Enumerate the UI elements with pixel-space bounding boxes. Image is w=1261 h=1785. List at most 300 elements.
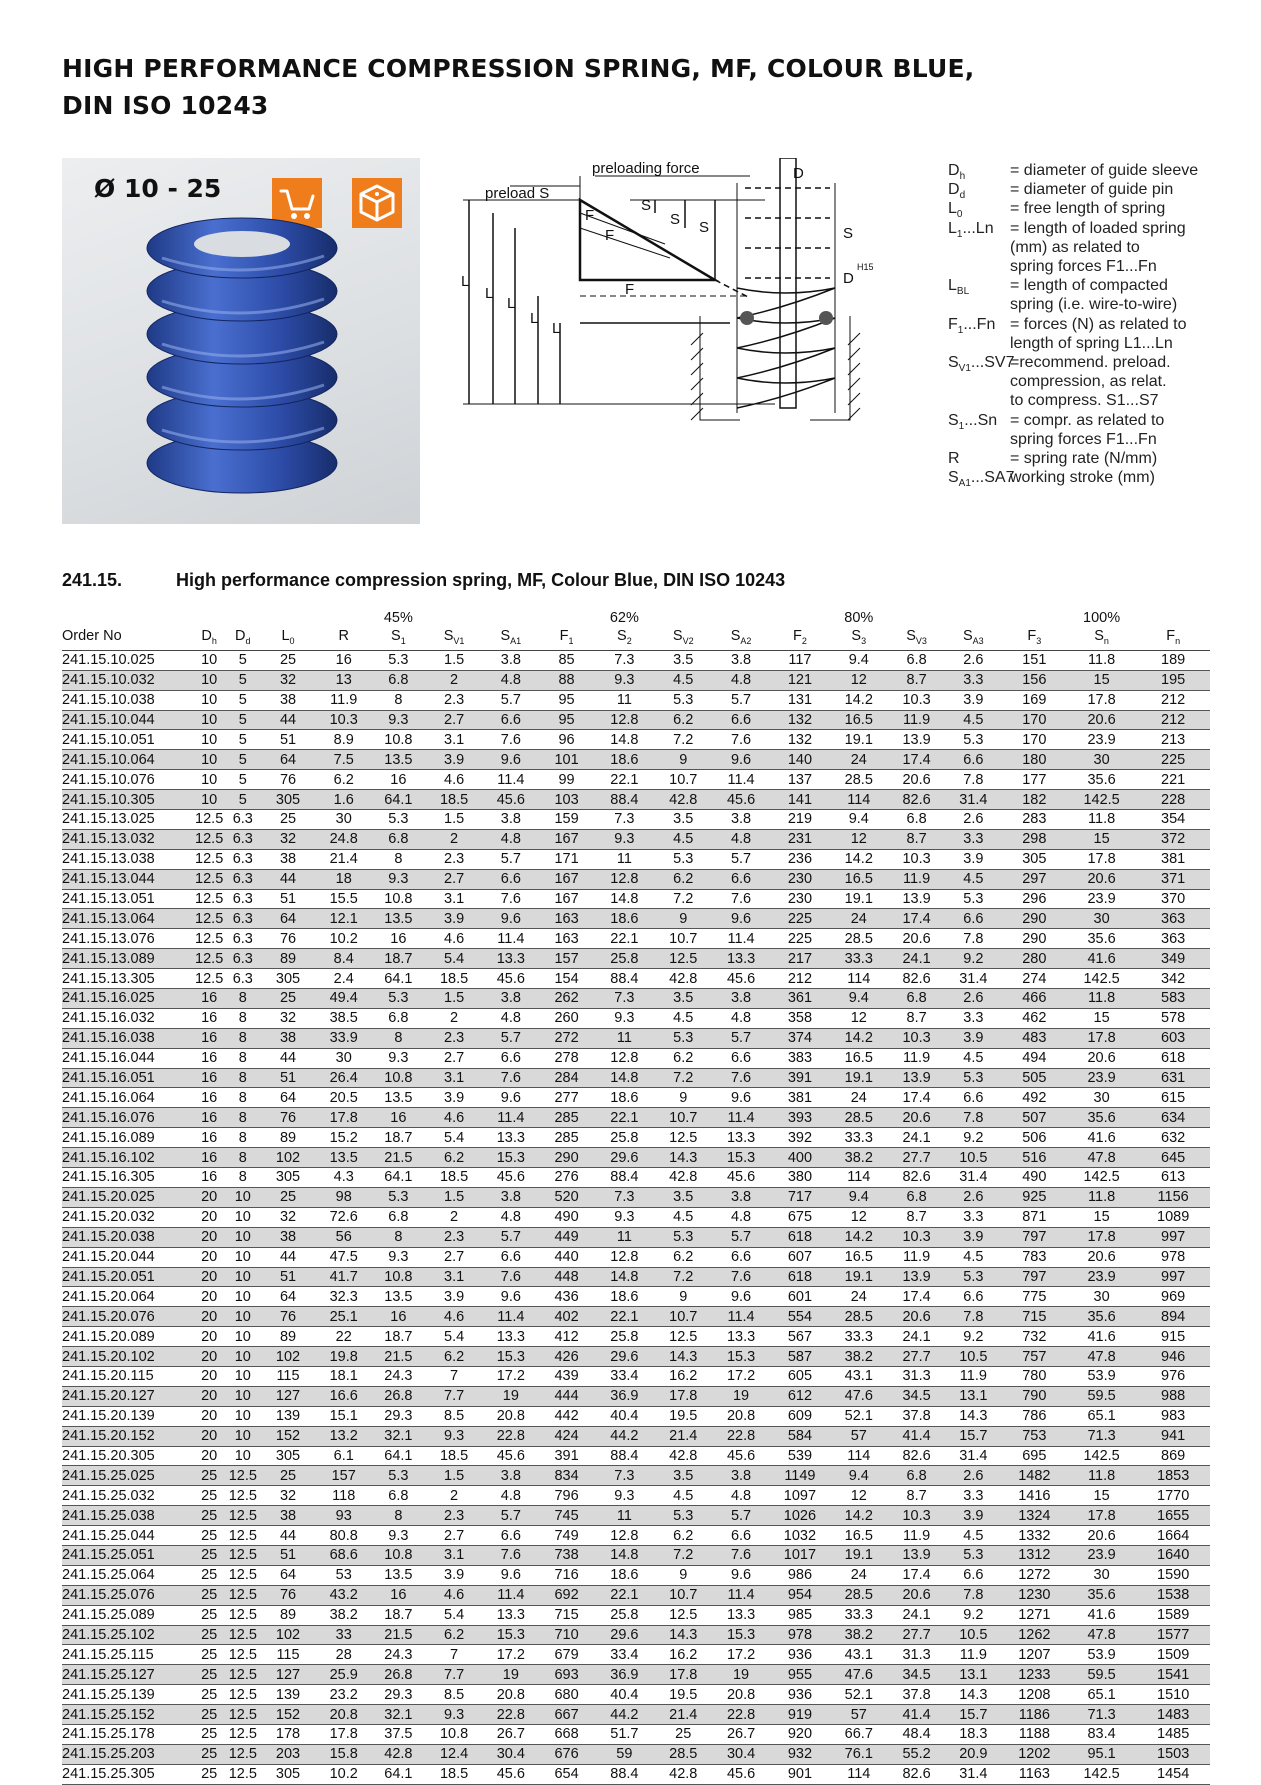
table-cell: 6.3 <box>226 909 260 929</box>
legend-row <box>948 468 1198 490</box>
f1-label: F <box>585 207 595 224</box>
column-header: $F_2$ <box>770 627 829 650</box>
table-cell: 11.4 <box>482 1108 539 1128</box>
table-cell: 492 <box>1002 1088 1067 1108</box>
table-cell: 13.5 <box>371 750 426 770</box>
table-cell: 9.6 <box>712 1088 771 1108</box>
table-row <box>62 989 1210 1009</box>
table-cell: 18.5 <box>426 969 483 989</box>
table-cell: 18.6 <box>594 1287 655 1307</box>
table-cell: 25 <box>260 1466 317 1486</box>
table-cell: 19.1 <box>829 1545 888 1565</box>
table-cell: 936 <box>770 1685 829 1705</box>
table-cell: 16.5 <box>829 869 888 889</box>
table-cell: 89 <box>260 1605 317 1625</box>
table-cell: 1454 <box>1136 1764 1210 1784</box>
table-cell: 3.9 <box>426 1565 483 1585</box>
table-cell: 26.8 <box>371 1665 426 1685</box>
table-cell: 1577 <box>1136 1625 1210 1645</box>
table-cell: 28.5 <box>829 1307 888 1327</box>
table-cell: 7.7 <box>426 1665 483 1685</box>
sn-label: S <box>699 219 710 236</box>
column-header: $D_h$ <box>192 627 226 650</box>
table-cell: 11.8 <box>1067 650 1136 670</box>
column-header: $S_{A1}$ <box>482 627 539 650</box>
legend-row <box>948 161 1199 183</box>
table-cell: 10 <box>226 1406 260 1426</box>
table-cell: 1149 <box>770 1466 829 1486</box>
table-cell: 2.3 <box>426 1506 483 1526</box>
table-cell: 33.3 <box>829 1327 888 1347</box>
order-number-cell: 241.15.10.051 <box>62 730 192 750</box>
table-cell: 19.5 <box>655 1406 712 1426</box>
table-cell: 26.7 <box>482 1724 539 1744</box>
table-cell: 19.5 <box>655 1685 712 1705</box>
table-cell: 88.4 <box>594 969 655 989</box>
table-cell: 14.8 <box>594 1068 655 1088</box>
table-cell: 6.6 <box>945 1088 1002 1108</box>
table-cell: 567 <box>770 1327 829 1347</box>
table-cell: 1230 <box>1002 1585 1067 1605</box>
table-cell: 16 <box>371 1585 426 1605</box>
table-cell: 654 <box>539 1764 594 1784</box>
table-cell: 12 <box>829 829 888 849</box>
table-cell: 12.5 <box>226 1565 260 1585</box>
table-cell: 7.6 <box>482 889 539 909</box>
table-cell: 1.5 <box>426 989 483 1009</box>
table-cell: 14.3 <box>945 1685 1002 1705</box>
table-cell: 51 <box>260 1267 317 1287</box>
table-cell: 4.5 <box>655 1008 712 1028</box>
table-cell: 19.1 <box>829 1267 888 1287</box>
table-cell: 5.3 <box>945 1545 1002 1565</box>
table-row <box>62 1128 1210 1148</box>
table-cell: 18.5 <box>426 1764 483 1784</box>
table-cell: 1541 <box>1136 1665 1210 1685</box>
table-cell: 8.7 <box>888 1008 945 1028</box>
legend-description: = free length of spring <box>1010 200 1166 218</box>
order-number-cell: 241.15.25.025 <box>62 1466 192 1486</box>
table-cell: 3.5 <box>655 1466 712 1486</box>
legend-symbol: $L_1...Ln$ <box>948 219 994 240</box>
table-cell: 392 <box>770 1128 829 1148</box>
order-number-cell: 241.15.13.025 <box>62 810 192 830</box>
table-cell: 587 <box>770 1347 829 1367</box>
order-number-cell: 241.15.13.038 <box>62 849 192 869</box>
table-cell: 955 <box>770 1665 829 1685</box>
table-cell: 25.8 <box>594 1605 655 1625</box>
table-cell: 290 <box>1002 929 1067 949</box>
order-number-cell: 241.15.10.044 <box>62 710 192 730</box>
table-cell: 1262 <box>1002 1625 1067 1645</box>
table-cell: 2.6 <box>945 1187 1002 1207</box>
column-header: $F_1$ <box>539 627 594 650</box>
table-row <box>62 1446 1210 1466</box>
table-row <box>62 690 1210 710</box>
table-cell: 609 <box>770 1406 829 1426</box>
order-number-cell: 241.15.20.038 <box>62 1227 192 1247</box>
column-header: $S_3$ <box>829 627 888 650</box>
table-cell: 20 <box>192 1406 226 1426</box>
table-cell: 139 <box>260 1406 317 1426</box>
percent-header-empty <box>426 609 483 627</box>
table-cell: 10 <box>226 1247 260 1267</box>
table-row <box>62 1108 1210 1128</box>
table-cell: 15.3 <box>712 1148 771 1168</box>
table-cell: 9.3 <box>594 829 655 849</box>
table-cell: 16 <box>192 1028 226 1048</box>
table-cell: 272 <box>539 1028 594 1048</box>
blue-spring-image <box>62 158 420 524</box>
table-cell: 6.3 <box>226 889 260 909</box>
table-cell: 17.2 <box>712 1645 771 1665</box>
table-row <box>62 650 1210 670</box>
sa-label: S <box>843 225 854 242</box>
table-cell: 152 <box>260 1426 317 1446</box>
table-cell: 38.5 <box>316 1008 371 1028</box>
table-cell: 13.3 <box>482 1327 539 1347</box>
table-cell: 6.2 <box>655 1247 712 1267</box>
table-cell: 22.1 <box>594 1307 655 1327</box>
percent-header-empty <box>62 609 192 627</box>
s1-label: S <box>641 197 652 214</box>
table-cell: 21.4 <box>655 1705 712 1725</box>
table-cell: 13.5 <box>371 909 426 929</box>
table-cell: 19 <box>712 1386 771 1406</box>
table-cell: 6.6 <box>945 909 1002 929</box>
table-cell: 1272 <box>1002 1565 1067 1585</box>
table-cell: 13.3 <box>482 1605 539 1625</box>
table-cell: 18.5 <box>426 1446 483 1466</box>
table-cell: 298 <box>1002 829 1067 849</box>
table-cell: 342 <box>1136 969 1210 989</box>
table-cell: 632 <box>1136 1128 1210 1148</box>
table-cell: 14.3 <box>655 1347 712 1367</box>
table-cell: 7.6 <box>712 730 771 750</box>
table-cell: 1655 <box>1136 1506 1210 1526</box>
table-cell: 96 <box>539 730 594 750</box>
table-cell: 20 <box>192 1327 226 1347</box>
table-cell: 371 <box>1136 869 1210 889</box>
table-cell: 16 <box>371 1307 426 1327</box>
table-cell: 30 <box>1067 909 1136 929</box>
table-cell: 21.5 <box>371 1347 426 1367</box>
order-number-cell: 241.15.20.032 <box>62 1207 192 1227</box>
column-header: $S_{V3}$ <box>888 627 945 650</box>
table-cell: 305 <box>260 1168 317 1188</box>
table-cell: 5.3 <box>945 1267 1002 1287</box>
table-cell: 12.5 <box>226 1764 260 1784</box>
order-number-cell: 241.15.16.038 <box>62 1028 192 1048</box>
table-cell: 946 <box>1136 1347 1210 1367</box>
table-cell: 6.6 <box>712 710 771 730</box>
table-cell: 6.8 <box>888 1466 945 1486</box>
h15-label: H15 <box>857 262 874 272</box>
table-cell: 919 <box>770 1705 829 1725</box>
table-cell: 33 <box>316 1625 371 1645</box>
table-cell: 5.3 <box>945 1068 1002 1088</box>
table-cell: 25 <box>192 1486 226 1506</box>
table-cell: 10.2 <box>316 1764 371 1784</box>
table-cell: 11.8 <box>1067 989 1136 1009</box>
percent-header-empty <box>945 609 1002 627</box>
table-cell: 7.6 <box>712 1545 771 1565</box>
table-cell: 16 <box>192 1168 226 1188</box>
table-cell: 66.7 <box>829 1724 888 1744</box>
table-cell: 9.2 <box>945 1327 1002 1347</box>
order-number-cell: 241.15.20.139 <box>62 1406 192 1426</box>
order-number-cell: 241.15.13.044 <box>62 869 192 889</box>
table-cell: 796 <box>539 1486 594 1506</box>
table-cell: 6.3 <box>226 849 260 869</box>
table-cell: 182 <box>1002 790 1067 810</box>
table-cell: 41.4 <box>888 1705 945 1725</box>
table-cell: 38 <box>260 1506 317 1526</box>
table-cell: 16 <box>371 929 426 949</box>
table-cell: 5.7 <box>712 1028 771 1048</box>
table-cell: 10 <box>192 710 226 730</box>
table-cell: 894 <box>1136 1307 1210 1327</box>
table-cell: 93 <box>316 1506 371 1526</box>
percent-header: 80% <box>844 610 874 626</box>
table-cell: 9.4 <box>829 650 888 670</box>
legend-description: =recommend. preload. compression, as relat. to compress. S1...S7 <box>1010 354 1171 410</box>
table-cell: 349 <box>1136 949 1210 969</box>
table-cell: 13.9 <box>888 1545 945 1565</box>
table-cell: 16 <box>371 1108 426 1128</box>
title-line-1: HIGH PERFORMANCE COMPRESSION SPRING, MF, COLOUR BLUE, <box>62 54 975 83</box>
table-cell: 4.5 <box>945 1247 1002 1267</box>
fn-label: F <box>625 281 635 298</box>
order-number-cell: 241.15.10.064 <box>62 750 192 770</box>
table-cell: 169 <box>1002 690 1067 710</box>
table-cell: 18.6 <box>594 1565 655 1585</box>
order-number-cell: 241.15.20.025 <box>62 1187 192 1207</box>
table-cell: 20.6 <box>888 1307 945 1327</box>
table-cell: 59 <box>594 1744 655 1764</box>
table-cell: 18.1 <box>316 1366 371 1386</box>
table-cell: 47.8 <box>1067 1148 1136 1168</box>
table-cell: 3.1 <box>426 1545 483 1565</box>
table-cell: 1312 <box>1002 1545 1067 1565</box>
table-cell: 68.6 <box>316 1545 371 1565</box>
table-cell: 25.8 <box>594 1128 655 1148</box>
table-cell: 5.7 <box>482 849 539 869</box>
table-cell: 797 <box>1002 1227 1067 1247</box>
table-cell: 5 <box>226 650 260 670</box>
table-cell: 7.6 <box>482 1545 539 1565</box>
table-cell: 4.8 <box>482 1207 539 1227</box>
table-cell: 10.5 <box>945 1347 1002 1367</box>
table-cell: 305 <box>260 969 317 989</box>
table-cell: 10.3 <box>888 849 945 869</box>
table-cell: 645 <box>1136 1148 1210 1168</box>
table-cell: 11.9 <box>945 1645 1002 1665</box>
table-cell: 131 <box>770 690 829 710</box>
table-cell: 260 <box>539 1008 594 1028</box>
table-cell: 20 <box>192 1207 226 1227</box>
table-cell: 8.4 <box>316 949 371 969</box>
table-cell: 507 <box>1002 1108 1067 1128</box>
table-row <box>62 1168 1210 1188</box>
table-cell: 71.3 <box>1067 1426 1136 1446</box>
table-cell: 83.4 <box>1067 1724 1136 1744</box>
table-cell: 6.2 <box>316 770 371 790</box>
table-cell: 30 <box>1067 1287 1136 1307</box>
table-cell: 24.1 <box>888 1128 945 1148</box>
table-cell: 34.5 <box>888 1386 945 1406</box>
table-cell: 370 <box>1136 889 1210 909</box>
table-cell: 114 <box>829 1446 888 1466</box>
table-cell: 18.7 <box>371 1128 426 1148</box>
table-row <box>62 1088 1210 1108</box>
table-cell: 280 <box>1002 949 1067 969</box>
table-cell: 9.3 <box>594 1008 655 1028</box>
table-cell: 26.8 <box>371 1386 426 1406</box>
table-cell: 3.1 <box>426 1068 483 1088</box>
table-cell: 28.5 <box>829 770 888 790</box>
legend-row <box>948 353 1198 411</box>
table-cell: 10.7 <box>655 1108 712 1128</box>
table-cell: 402 <box>539 1307 594 1327</box>
table-cell: 3.8 <box>482 989 539 1009</box>
table-cell: 14.2 <box>829 690 888 710</box>
table-cell: 296 <box>1002 889 1067 909</box>
table-cell: 358 <box>770 1008 829 1028</box>
table-cell: 976 <box>1136 1366 1210 1386</box>
table-cell: 26.7 <box>712 1724 771 1744</box>
table-cell: 753 <box>1002 1426 1067 1446</box>
table-cell: 10.7 <box>655 929 712 949</box>
table-cell: 440 <box>539 1247 594 1267</box>
table-cell: 219 <box>770 810 829 830</box>
table-cell: 53 <box>316 1565 371 1585</box>
table-cell: 490 <box>1002 1168 1067 1188</box>
table-cell: 520 <box>539 1187 594 1207</box>
table-cell: 12.8 <box>594 1247 655 1267</box>
table-cell: 43.1 <box>829 1645 888 1665</box>
table-cell: 132 <box>770 730 829 750</box>
table-cell: 47.8 <box>1067 1625 1136 1645</box>
table-cell: 9.4 <box>829 810 888 830</box>
table-cell: 790 <box>1002 1386 1067 1406</box>
table-cell: 24.1 <box>888 1605 945 1625</box>
table-row <box>62 1545 1210 1565</box>
column-header: $F_n$ <box>1136 627 1210 650</box>
table-cell: 5 <box>226 790 260 810</box>
table-cell: 21.4 <box>316 849 371 869</box>
table-cell: 9.4 <box>829 1187 888 1207</box>
column-header: $S_{A3}$ <box>945 627 1002 650</box>
table-row <box>62 1764 1210 1784</box>
table-cell: 13.5 <box>371 1088 426 1108</box>
table-cell: 7.3 <box>594 1466 655 1486</box>
table-row <box>62 810 1210 830</box>
order-number-cell: 241.15.16.051 <box>62 1068 192 1088</box>
table-row <box>62 1386 1210 1406</box>
table-row <box>62 849 1210 869</box>
table-cell: 64.1 <box>371 790 426 810</box>
table-cell: 16.5 <box>829 1526 888 1546</box>
table-cell: 436 <box>539 1287 594 1307</box>
table-cell: 12.5 <box>226 1625 260 1645</box>
table-cell: 28 <box>316 1645 371 1665</box>
table-cell: 936 <box>770 1645 829 1665</box>
table-cell: 462 <box>1002 1008 1067 1028</box>
table-cell: 99 <box>539 770 594 790</box>
percent-header-empty <box>316 609 371 627</box>
table-cell: 941 <box>1136 1426 1210 1446</box>
order-number-cell: 241.15.10.032 <box>62 670 192 690</box>
percent-header: 45% <box>383 610 413 626</box>
table-cell: 9 <box>655 750 712 770</box>
table-cell: 16.6 <box>316 1386 371 1406</box>
table-cell: 8 <box>371 1506 426 1526</box>
table-cell: 4.8 <box>482 1008 539 1028</box>
table-cell: 22 <box>316 1327 371 1347</box>
order-number-cell: 241.15.25.139 <box>62 1685 192 1705</box>
table-cell: 13.3 <box>482 949 539 969</box>
table-cell: 483 <box>1002 1028 1067 1048</box>
legend-row <box>948 180 1198 202</box>
table-cell: 15.3 <box>482 1148 539 1168</box>
table-cell: 1416 <box>1002 1486 1067 1506</box>
table-cell: 11 <box>594 1028 655 1048</box>
table-cell: 3.5 <box>655 650 712 670</box>
table-cell: 12.5 <box>226 1466 260 1486</box>
table-cell: 163 <box>539 909 594 929</box>
table-cell: 12.5 <box>192 849 226 869</box>
table-cell: 12 <box>829 1207 888 1227</box>
table-cell: 23.9 <box>1067 1068 1136 1088</box>
table-cell: 139 <box>260 1685 317 1705</box>
table-cell: 41.6 <box>1067 1327 1136 1347</box>
table-cell: 780 <box>1002 1366 1067 1386</box>
order-number-cell: 241.15.16.025 <box>62 989 192 1009</box>
table-cell: 33.3 <box>829 1128 888 1148</box>
table-cell: 18 <box>316 869 371 889</box>
table-cell: 14.3 <box>655 1148 712 1168</box>
table-cell: 25 <box>260 1187 317 1207</box>
table-cell: 16 <box>316 650 371 670</box>
order-number-cell: 241.15.25.076 <box>62 1585 192 1605</box>
table-cell: 380 <box>770 1168 829 1188</box>
table-cell: 72.6 <box>316 1207 371 1227</box>
table-cell: 305 <box>260 790 317 810</box>
table-cell: 1097 <box>770 1486 829 1506</box>
table-cell: 142.5 <box>1067 969 1136 989</box>
table-cell: 6.6 <box>482 710 539 730</box>
order-number-cell: 241.15.25.038 <box>62 1506 192 1526</box>
table-cell: 978 <box>1136 1247 1210 1267</box>
table-cell: 8.5 <box>426 1406 483 1426</box>
table-cell: 262 <box>539 989 594 1009</box>
table-cell: 17.2 <box>482 1645 539 1665</box>
table-cell: 64 <box>260 1287 317 1307</box>
table-cell: 442 <box>539 1406 594 1426</box>
table-row <box>62 969 1210 989</box>
table-row <box>62 829 1210 849</box>
table-cell: 2 <box>426 1008 483 1028</box>
table-cell: 25 <box>192 1545 226 1565</box>
table-cell: 14.2 <box>829 849 888 869</box>
table-row <box>62 1307 1210 1327</box>
legend-row <box>948 411 1198 449</box>
legend-description: = compr. as related to spring forces F1...Fn <box>1010 411 1165 448</box>
table-cell: 25 <box>192 1466 226 1486</box>
table-cell: 64 <box>260 750 317 770</box>
table-cell: 578 <box>1136 1008 1210 1028</box>
